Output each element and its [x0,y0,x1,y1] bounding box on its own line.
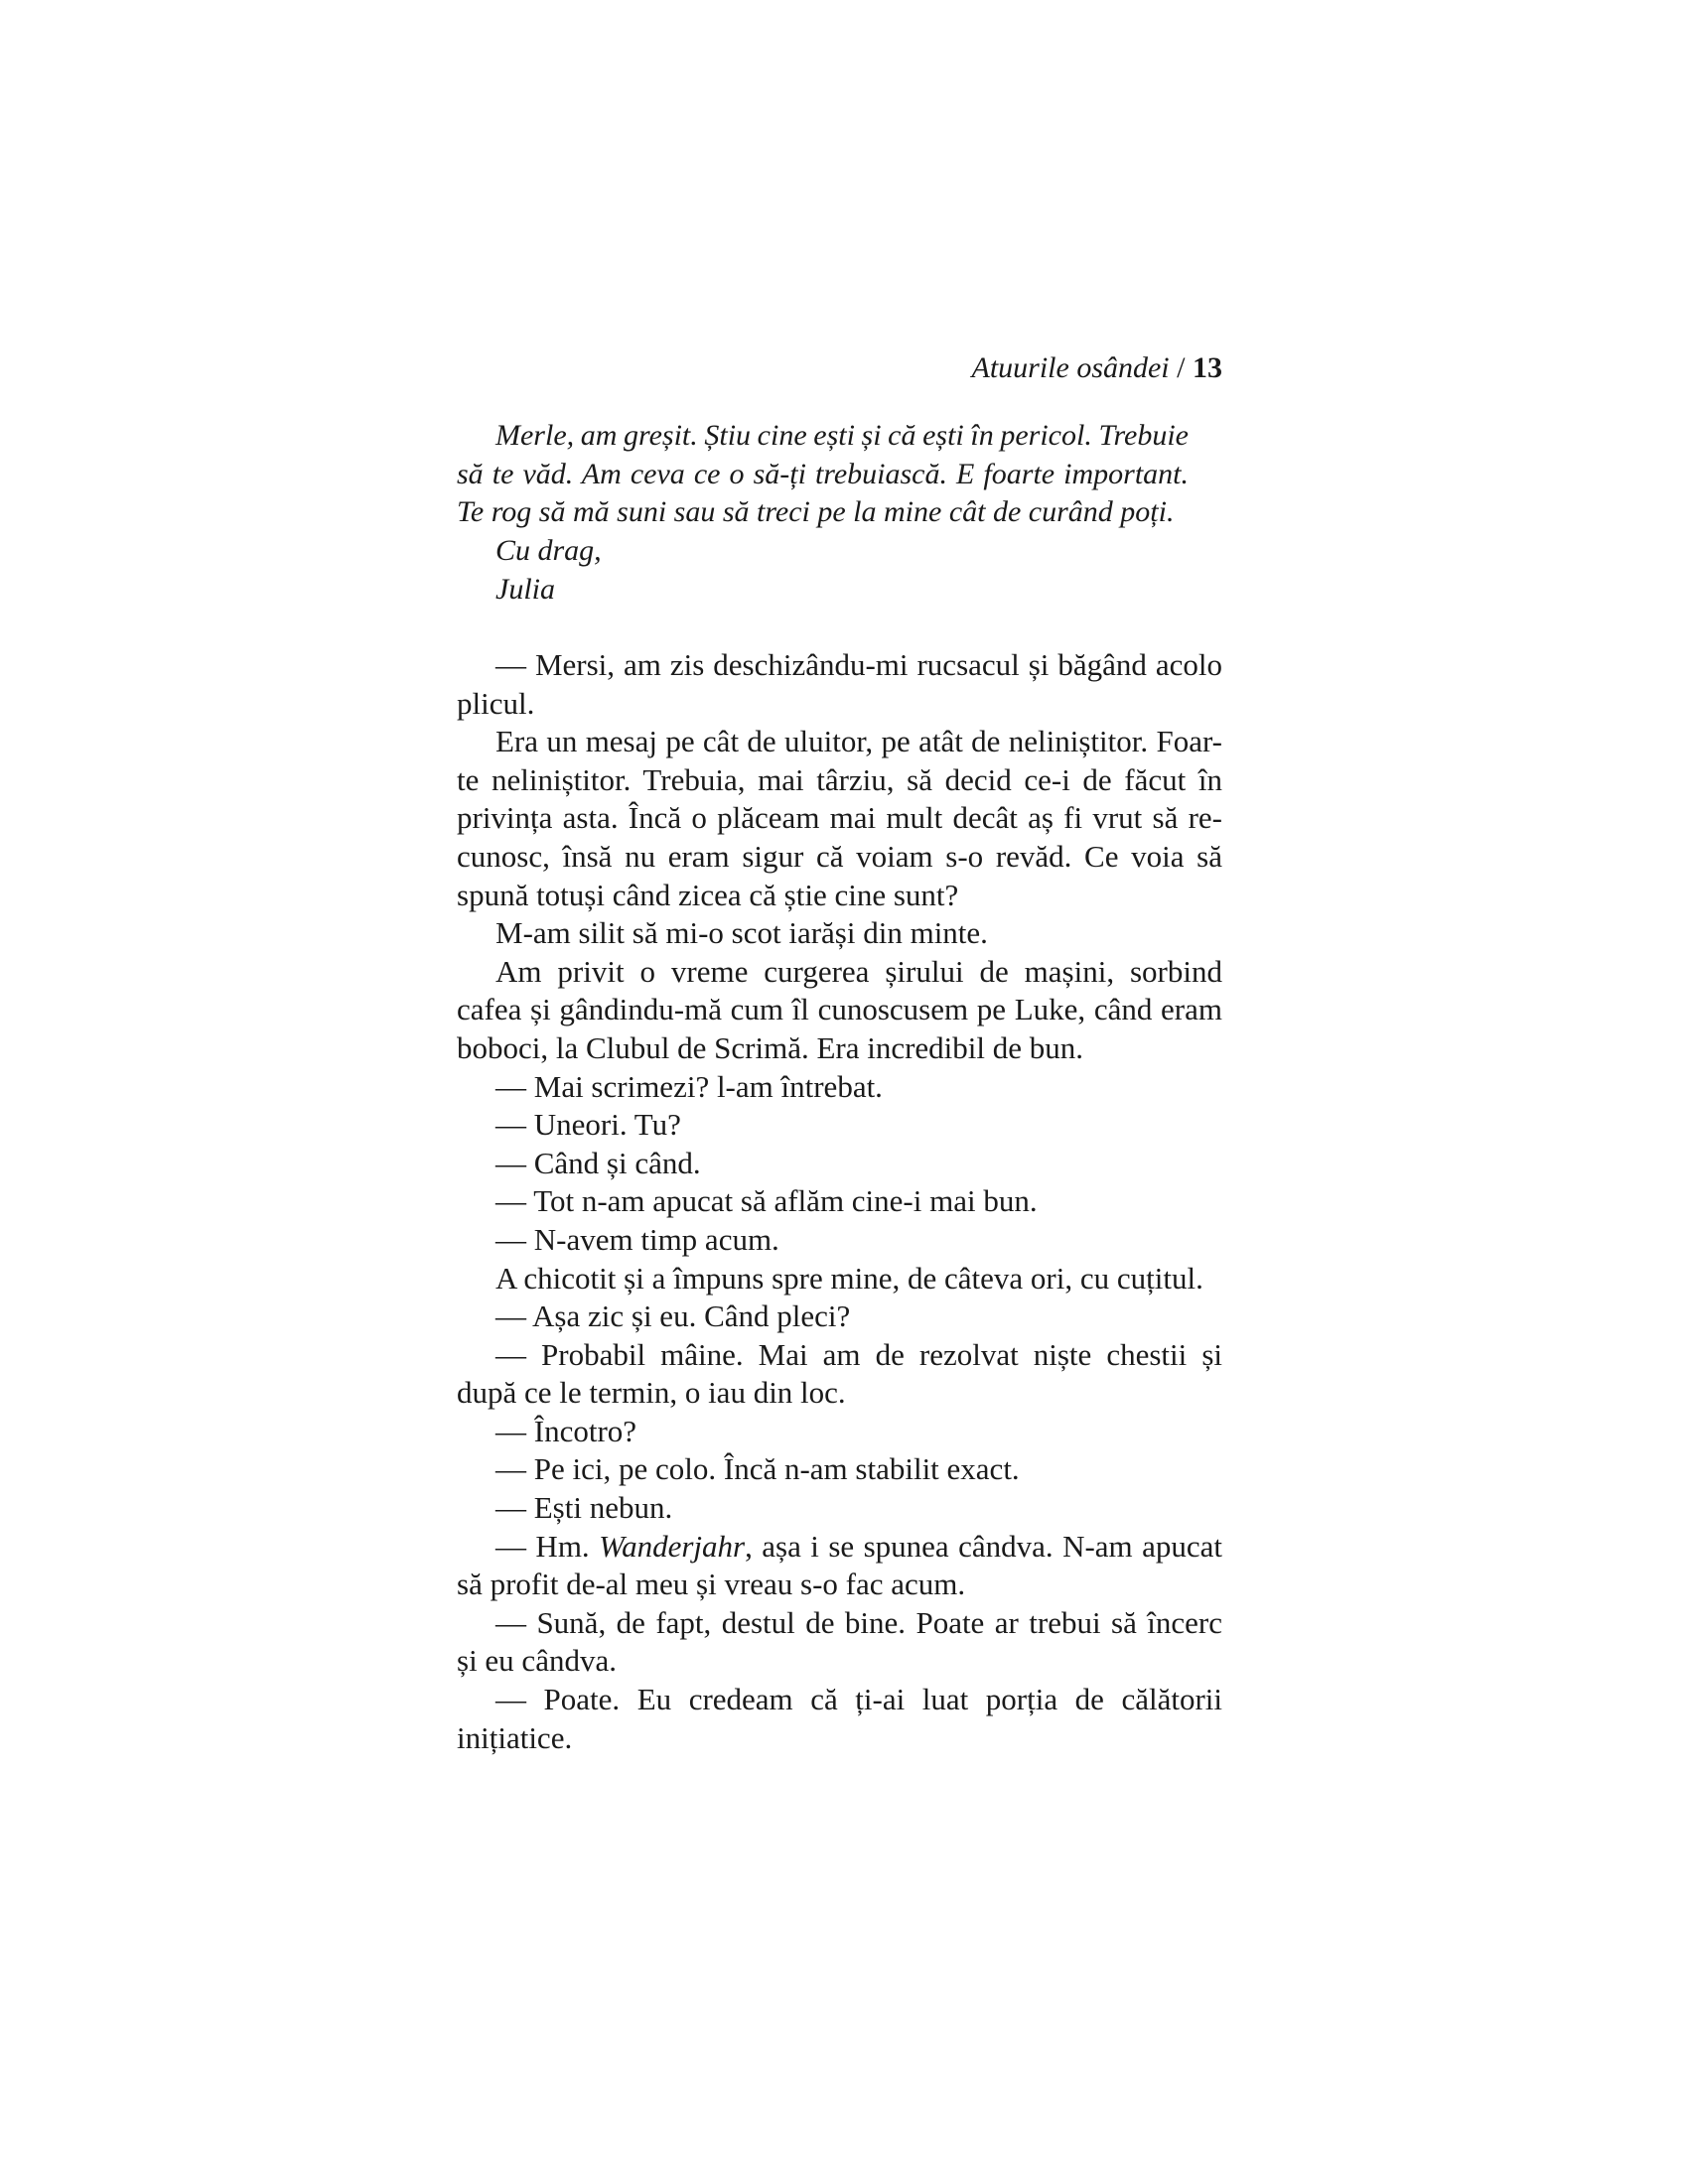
line-content: — Poate. Eu credeam că ți-ai luat porția de călătorii [495,1682,1222,1717]
line-content: să profit de-al meu și vreau s-o fac acum. [457,1567,966,1602]
line-content: spună totuși când zicea că știe cine sunt? [457,877,959,912]
body-line [457,953,1222,992]
line-content: — N-avem timp acum. [495,1221,779,1257]
body-line [457,646,1222,685]
line-content: Era un mesaj pe cât de uluitor, pe atât de neliniștitor. Foar- [495,724,1222,759]
line-content: — Mersi, am zis deschizându-mi rucsacul și băgând acolo [495,647,1222,682]
line-content: boboci, la Clubul de Scrimă. Era incredibil de bun. [457,1029,1084,1065]
letter-line [457,532,1189,571]
body-line [457,685,1222,724]
line-content: — Tot n-am apucat să aflăm cine-i mai bun. [495,1183,1038,1219]
letter-quote [457,417,1189,610]
body-line [457,1528,1222,1567]
body-line [457,1297,1222,1336]
body-line [457,761,1222,800]
line-content: cunosc, însă nu eram sigur că voiam s-o revăd. Ce voia să [457,838,1222,874]
line-content: — Sună, de fapt, destul de bine. Poate ar trebui să încerc [495,1604,1222,1640]
body-line [457,877,1222,915]
line-content: să te văd. Am ceva ce o să-ți trebuiască. E foarte important. [457,457,1189,490]
line-content: și eu cândva. [457,1643,617,1679]
body-line [457,1221,1222,1260]
body-line [457,1489,1222,1528]
line-content: — Uneori. Tu? [495,1107,681,1143]
running-header [457,349,1222,387]
letter-line [457,456,1189,494]
body-line [457,1029,1222,1068]
line-content: privința asta. Încă o plăceam mai mult decât aș fi vrut să re- [457,800,1222,836]
header-separator: / [1177,351,1186,384]
body-line [457,1719,1222,1758]
line-content [495,1528,1222,1567]
body-line [457,1336,1222,1375]
line-content: Am privit o vreme curgerea șirului de mașini, sorbind [495,953,1222,989]
line-content: — Pe ici, pe colo. Încă n-am stabilit exact. [495,1451,1020,1487]
line-content: Merle, am greșit. Știu cine ești și că ești în pericol. Trebuie [495,419,1189,452]
page-number: 13 [1193,351,1222,384]
body-line [457,1450,1222,1489]
body-line [457,1413,1222,1451]
body-line [457,1182,1222,1221]
body-line [457,914,1222,953]
body-line [457,1068,1222,1107]
body-line [457,1260,1222,1298]
line-content: — Încotro? [495,1413,637,1448]
line-content: cafea și gândindu-mă cum îl cunoscusem pe Luke, când eram [457,992,1222,1027]
line-content: după ce le termin, o iau din loc. [457,1375,846,1411]
italic-word: Wanderjahr [599,1528,746,1564]
line-content: — Mai scrimezi? l-am întrebat. [495,1068,883,1104]
line-content: Te rog să mă suni sau să treci pe la mine cât de curând poți. [457,495,1175,529]
body-line [457,1642,1222,1681]
letter-line [457,417,1189,456]
line-content: — Așa zic și eu. Când pleci? [495,1298,851,1334]
body-line [457,1106,1222,1145]
letter-line [457,493,1189,532]
body-text [457,646,1222,1757]
line-content: M-am silit să mi-o scot iarăși din minte. [495,915,988,951]
line-content: inițiatice. [457,1719,573,1755]
line-content: A chicotit și a împuns spre mine, de câteva ori, cu cuțitul. [495,1260,1203,1296]
line-content: Cu drag, [495,534,602,568]
body-line [457,838,1222,877]
body-line [457,1604,1222,1643]
letter-line [457,571,1189,610]
line-content: — Probabil mâine. Mai am de rezolvat niște chestii și [495,1336,1222,1372]
body-line [457,1374,1222,1413]
line-text: , așa i se spunea cândva. N-am apucat [745,1528,1222,1564]
body-line [457,1681,1222,1719]
line-content: te neliniștitor. Trebuia, mai târziu, să decid ce-i de făcut în [457,761,1222,797]
body-line [457,799,1222,838]
body-line [457,991,1222,1029]
line-text: — Hm. [495,1528,600,1564]
book-title: Atuurile osândei [971,351,1170,384]
body-line [457,723,1222,761]
line-content: — Ești nebun. [495,1490,673,1526]
line-content: plicul. [457,685,535,721]
body-line [457,1566,1222,1604]
body-line [457,1145,1222,1183]
line-content: — Când și când. [495,1145,701,1180]
line-content: Julia [495,572,555,606]
